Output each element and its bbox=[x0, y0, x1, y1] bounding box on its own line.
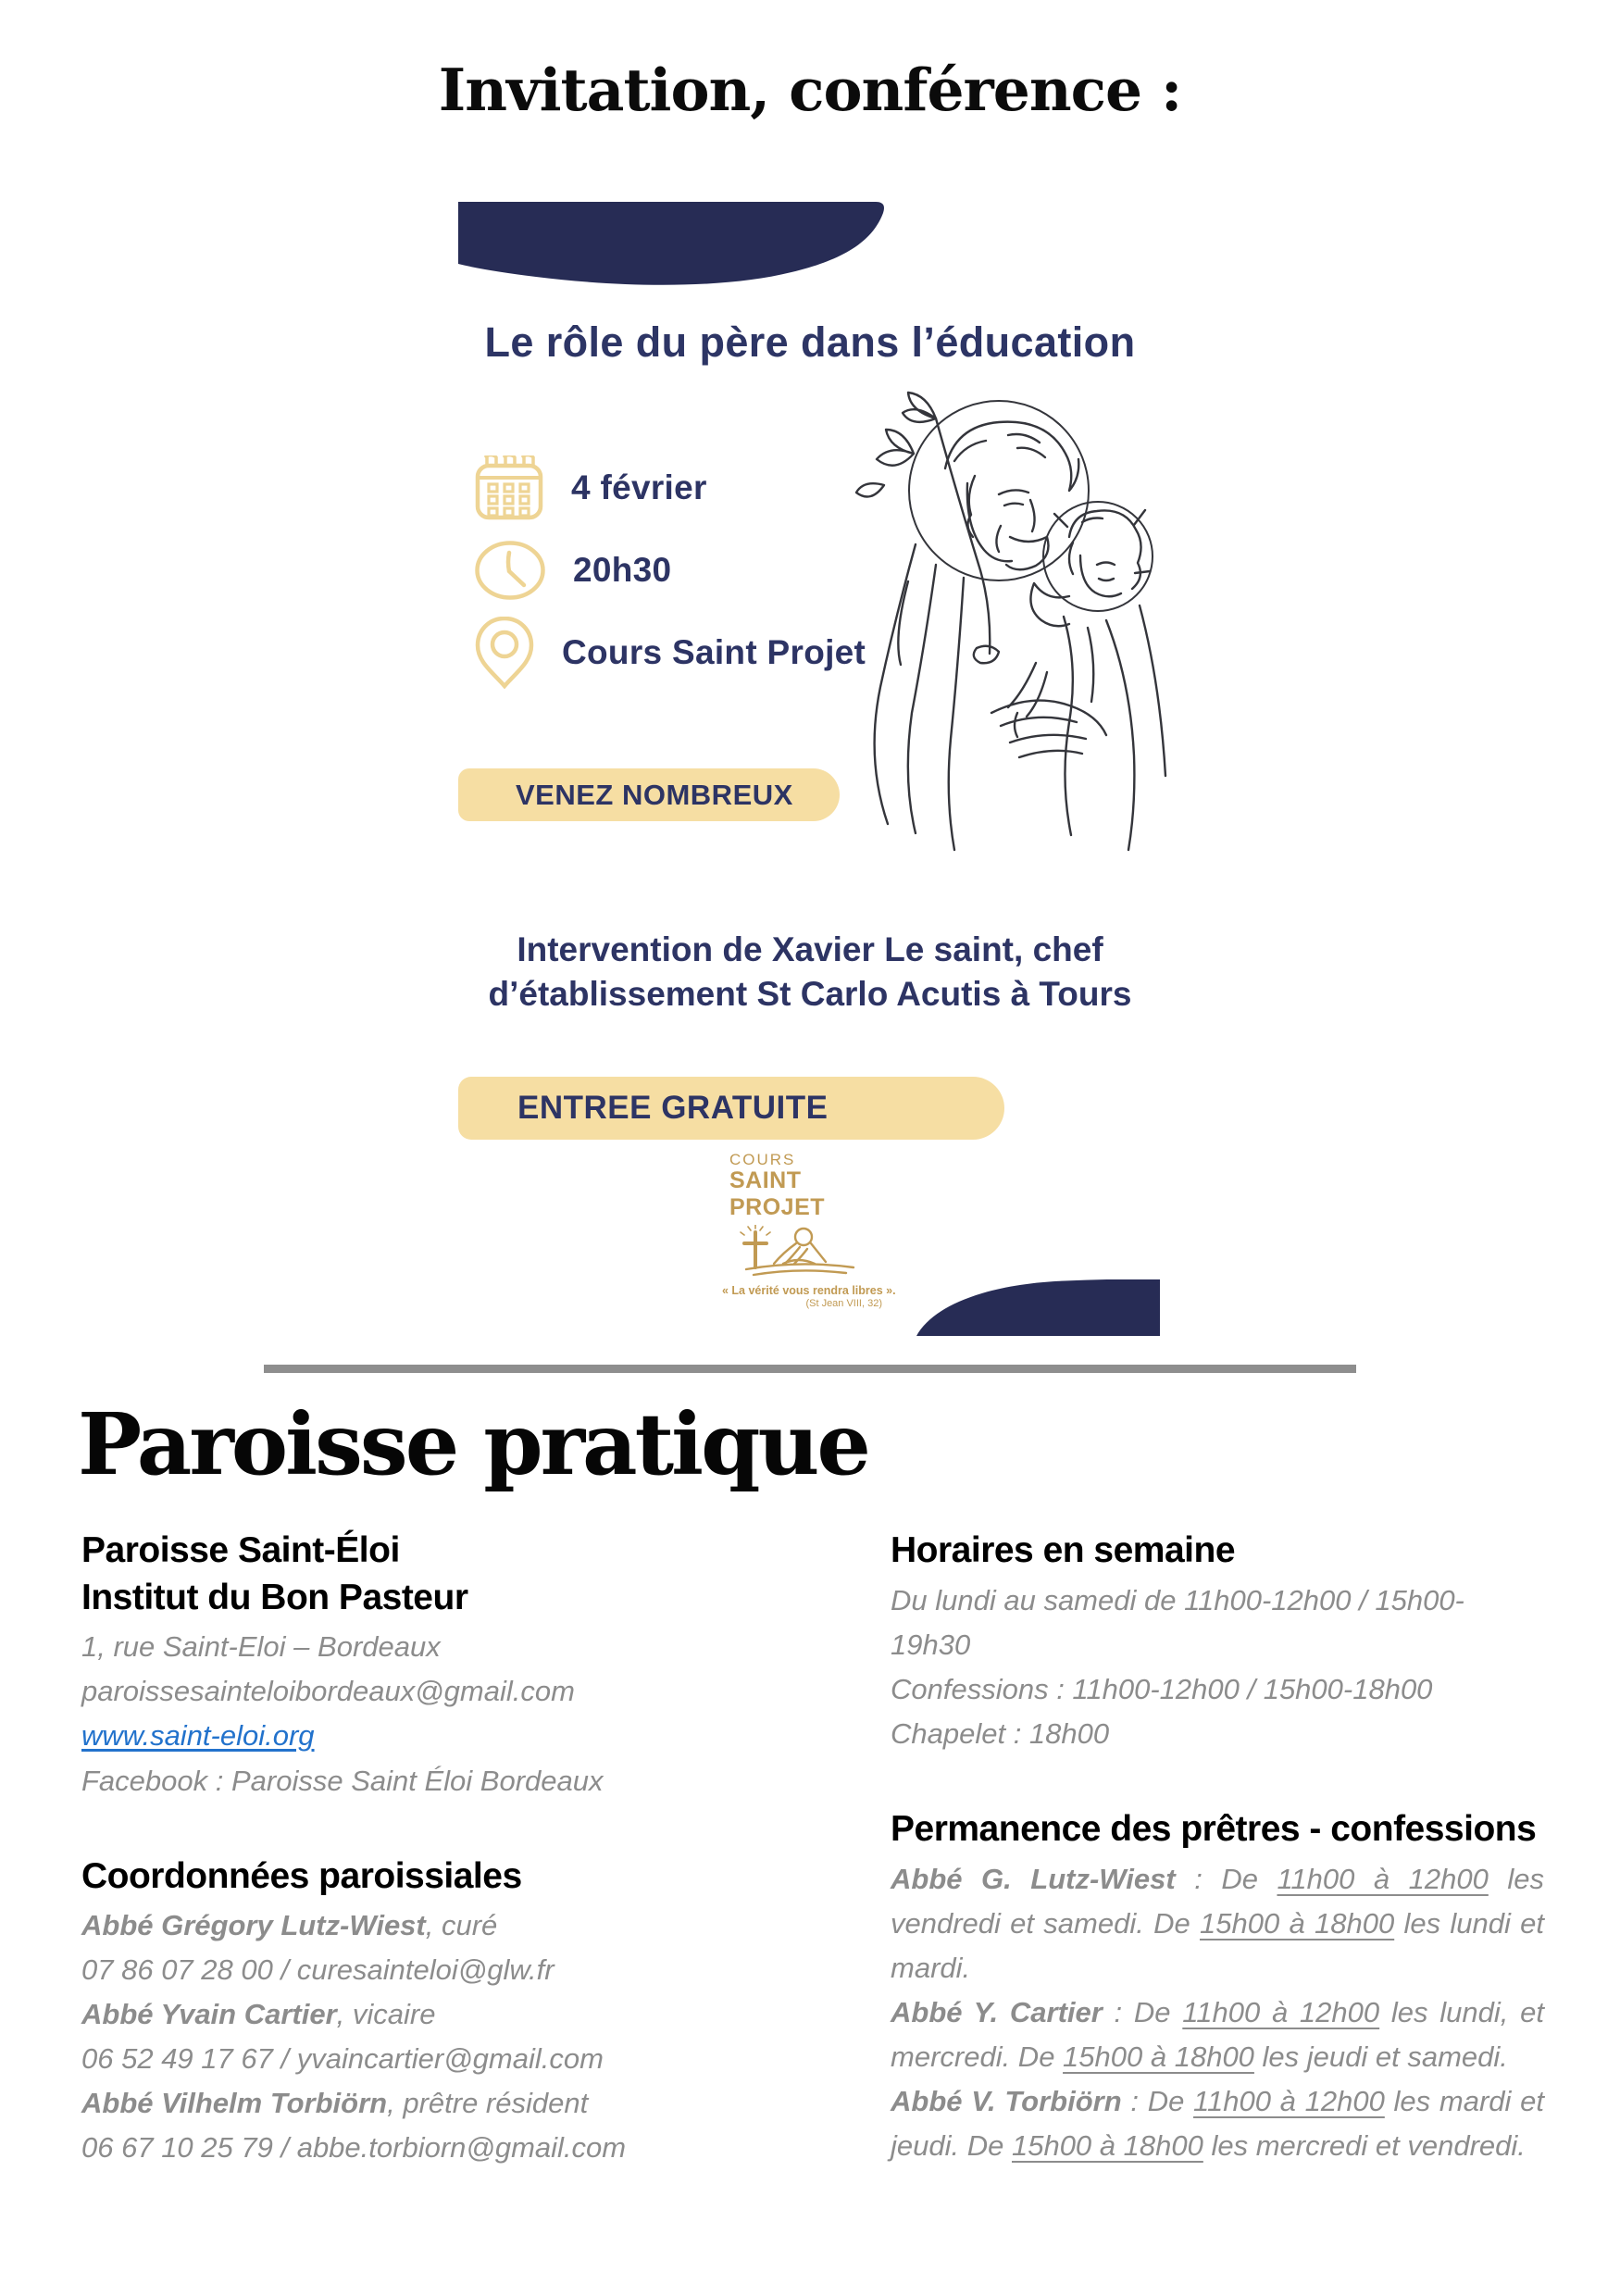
calendar-icon bbox=[475, 455, 543, 520]
decorative-curve-top bbox=[458, 202, 887, 294]
website-link[interactable]: www.saint-eloi.org bbox=[81, 1719, 315, 1753]
speaker-line-2: d’établissement St Carlo Acutis à Tours bbox=[488, 975, 1132, 1014]
location-label: Cours Saint Projet bbox=[562, 633, 866, 671]
contact-details: 06 67 10 25 79 / abbe.torbiorn@gmail.com bbox=[81, 2131, 627, 2165]
page-title: Invitation, conférence : bbox=[438, 56, 1182, 124]
contact-role: , curé bbox=[425, 1909, 498, 1942]
parish-address: 1, rue Saint-Eloi – Bordeaux bbox=[81, 1630, 441, 1664]
writing-child-cross-icon bbox=[729, 1225, 868, 1282]
contact-name: Abbé Grégory Lutz-Wiest bbox=[81, 1909, 426, 1942]
cours-saint-projet-logo bbox=[722, 1151, 896, 1309]
contact-name: Abbé Yvain Cartier bbox=[81, 1998, 337, 2031]
date-label: 4 février bbox=[571, 468, 707, 506]
clock-icon bbox=[475, 541, 545, 600]
contact-name: Abbé Vilhelm Torbiörn bbox=[81, 2087, 388, 2120]
contacts-heading: Coordonnées paroissiales bbox=[81, 1855, 522, 1896]
logo-name-line1: COURS bbox=[729, 1151, 796, 1168]
permanence-paragraph: Abbé V. Torbiörn : De 11h00 à 12h00 les mardi et jeudi. De 15h00 à 18h00 les mercredi et vendredi. bbox=[891, 2084, 1544, 2162]
contact-entry-name-role bbox=[81, 2081, 789, 2126]
contact-entry-name-role bbox=[81, 1903, 789, 1948]
right-column bbox=[891, 1528, 1544, 2171]
permanence-paragraph: Abbé Y. Cartier : De 11h00 à 12h00 les lundi, et mercredi. De 15h00 à 18h00 les jeudi et samedi. bbox=[891, 1995, 1544, 2073]
free-entry-badge: ENTREE GRATUITE bbox=[458, 1077, 1004, 1140]
decorative-curve-bottom bbox=[916, 1279, 1160, 1336]
permanence-paragraph: Abbé G. Lutz-Wiest : De 11h00 à 12h00 les vendredi et samedi. De 15h00 à 18h00 les lundi et mardi. bbox=[891, 1862, 1544, 1984]
location-row bbox=[475, 617, 866, 689]
date-row bbox=[475, 455, 707, 520]
time-label: 20h30 bbox=[573, 551, 672, 589]
logo-quote-reference: (St Jean VIII, 32) bbox=[805, 1298, 882, 1309]
contact-details: 06 52 49 17 67 / yvaincartier@gmail.com bbox=[81, 2042, 604, 2076]
practical-info-columns bbox=[81, 1528, 1544, 2171]
contact-role: , prêtre résident bbox=[387, 2087, 589, 2120]
contact-role: , vicaire bbox=[336, 1998, 436, 2031]
contact-details: 07 86 07 28 00 / curesainteloi@glw.fr bbox=[81, 1953, 555, 1987]
time-row bbox=[475, 541, 671, 600]
conference-title: Le rôle du père dans l’éducation bbox=[484, 318, 1136, 366]
st-joseph-and-child-illustration bbox=[827, 387, 1171, 855]
logo-quote: « La vérité vous rendra libres ». bbox=[722, 1284, 896, 1297]
location-pin-icon bbox=[475, 617, 534, 689]
hours-line: Du lundi au samedi de 11h00-12h00 / 15h00-19h30 bbox=[891, 1583, 1464, 1661]
section-divider bbox=[264, 1365, 1356, 1373]
hours-line: Chapelet : 18h00 bbox=[891, 1716, 1110, 1750]
logo-name-line2: SAINT PROJET bbox=[729, 1167, 826, 1220]
parish-facebook: Facebook : Paroisse Saint Éloi Bordeaux bbox=[81, 1764, 604, 1797]
come-badge: VENEZ NOMBREUX bbox=[458, 768, 840, 821]
section-title: Paroisse pratique bbox=[78, 1394, 868, 1494]
speaker-text bbox=[0, 928, 1620, 1017]
parish-email: paroissesainteloibordeaux@gmail.com bbox=[81, 1675, 575, 1708]
parish-institute: Institut du Bon Pasteur bbox=[81, 1577, 468, 1617]
parish-website-line bbox=[81, 1714, 789, 1758]
hours-line: Confessions : 11h00-12h00 / 15h00-18h00 bbox=[891, 1672, 1433, 1705]
permanence-heading: Permanence des prêtres - confessions bbox=[891, 1808, 1537, 1849]
contact-entry-name-role bbox=[81, 1992, 789, 2037]
parish-name: Paroisse Saint-Éloi bbox=[81, 1530, 400, 1570]
speaker-line-1: Intervention de Xavier Le saint, chef bbox=[517, 930, 1103, 968]
left-column bbox=[81, 1528, 789, 2171]
hours-heading: Horaires en semaine bbox=[891, 1530, 1236, 1570]
